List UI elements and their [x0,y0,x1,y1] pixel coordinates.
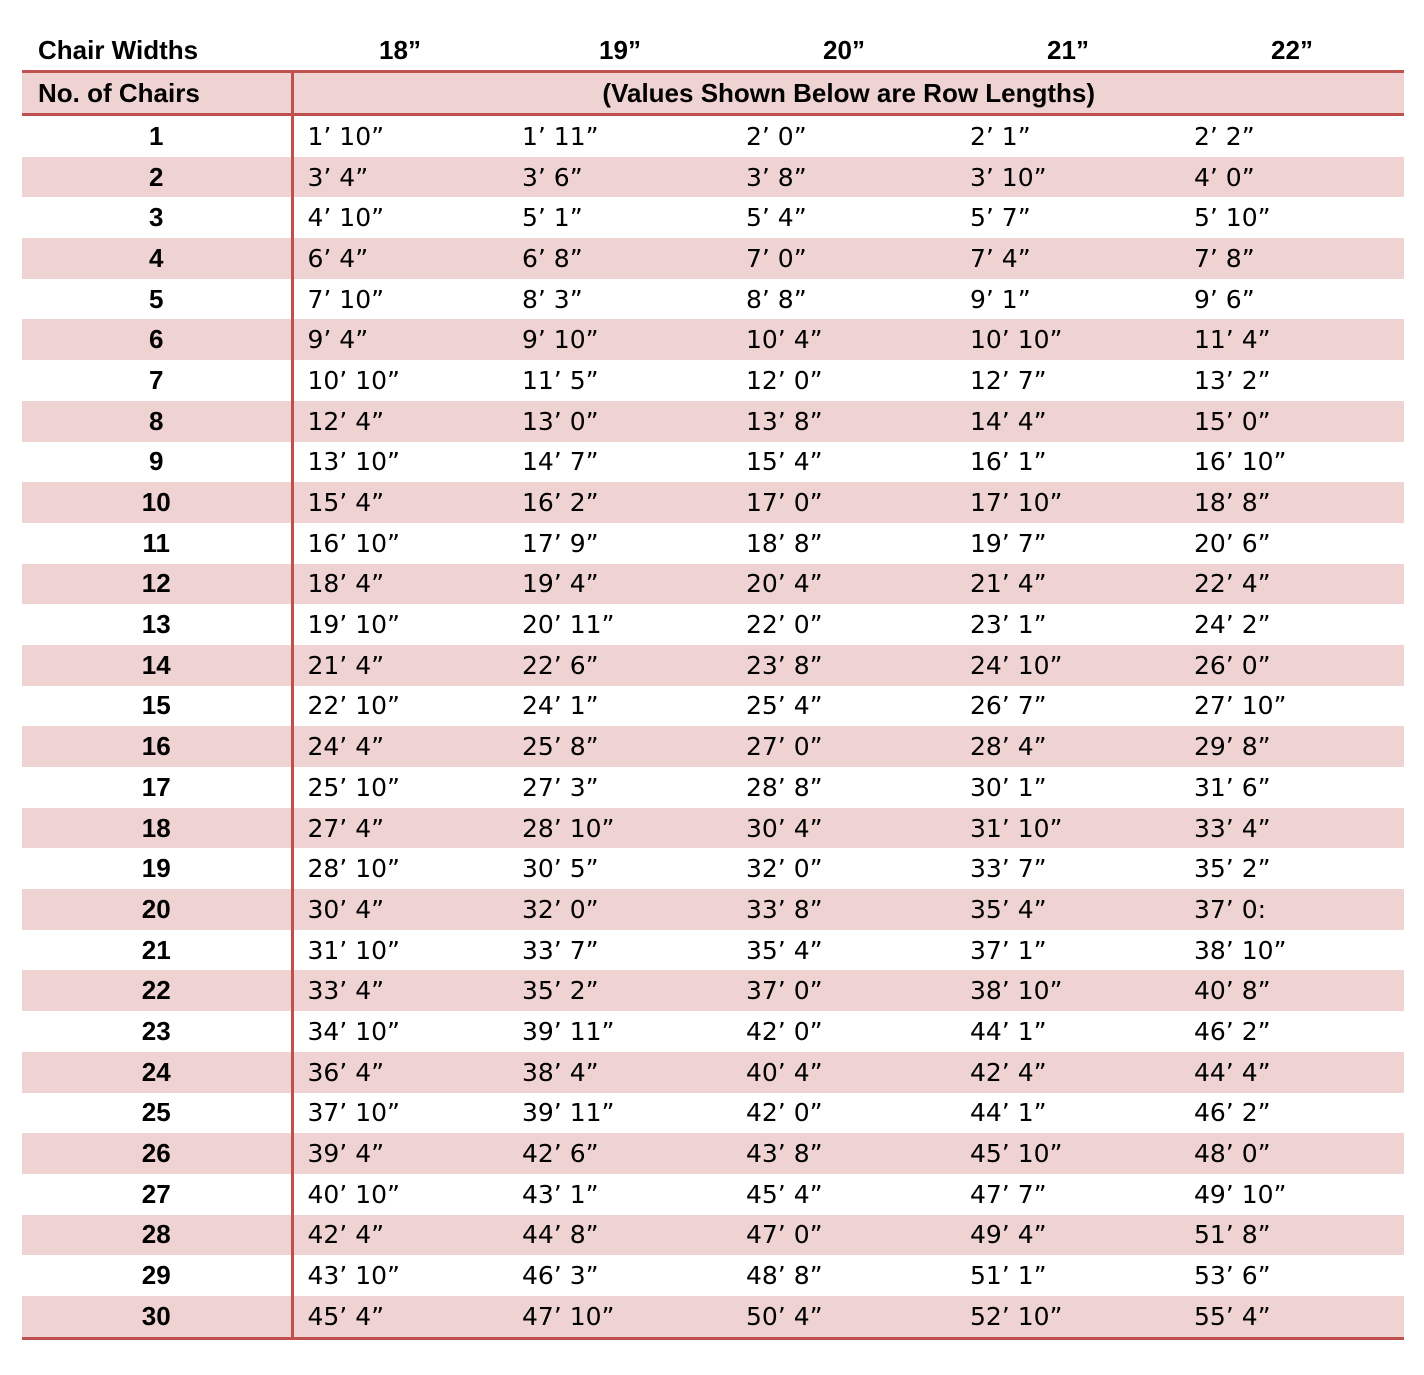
row-length-table-container [22,30,1396,1340]
row-length-cell: 15’ 4” [292,482,508,523]
width-header: 19” [508,30,732,72]
row-length-cell: 3’ 4” [292,157,508,198]
row-length-cell: 46’ 3” [522,1261,599,1291]
row-length-cell: 37’ 0: [1180,889,1404,930]
row-length-cell: 33’ 7” [970,854,1047,884]
table-row [22,360,1404,401]
row-length-cell: 8’ 3” [522,284,583,314]
row-length-cell: 47’ 0” [732,1215,956,1256]
row-length-cell: 38’ 4” [508,1052,732,1093]
row-length-cell: 23’ 1” [970,610,1047,640]
row-length-cell: 12’ 4” [292,401,508,442]
row-length-cell: 48’ 8” [746,1261,823,1291]
row-length-cell: 7’ 0” [732,238,956,279]
table-row [22,1296,1404,1338]
row-length-cell: 27’ 3” [522,772,599,802]
no-of-chairs-header-row [22,72,1404,115]
row-length-cell: 25’ 10” [307,772,400,802]
chair-count-cell: 20 [22,889,292,930]
row-length-cell: 42’ 0” [746,1098,823,1128]
row-length-cell: 21’ 4” [956,564,1180,605]
row-length-cell: 33’ 8” [732,889,956,930]
row-length-cell: 42’ 6” [508,1133,732,1174]
chair-count-cell: 12 [22,564,292,605]
chair-count-cell: 9 [22,442,292,483]
chair-count-cell: 2 [22,157,292,198]
row-length-cell: 2’ 2” [1194,121,1255,151]
table-row [22,645,1404,686]
row-length-cell: 2’ 1” [970,121,1031,151]
row-length-cell: 33’ 7” [522,935,599,965]
row-length-cell: 5’ 4” [746,203,807,233]
row-length-cell: 6’ 8” [508,238,732,279]
row-length-cell: 42’ 0” [746,1016,823,1046]
row-length-cell: 55’ 4” [1180,1296,1404,1338]
row-length-cell: 17’ 10” [956,482,1180,523]
chair-count-cell: 30 [22,1296,292,1338]
row-length-cell: 30’ 4” [292,889,508,930]
row-length-cell: 29’ 8” [1180,726,1404,767]
row-length-cell: 24’ 10” [956,645,1180,686]
row-length-cell: 44’ 1” [970,1016,1047,1046]
row-length-cell: 12’ 7” [970,365,1047,395]
row-length-cell: 38’ 10” [1194,935,1287,965]
row-length-cell: 31’ 6” [1194,772,1271,802]
row-length-cell: 25’ 8” [508,726,732,767]
row-length-cell: 20’ 6” [1194,528,1271,558]
table-row [22,197,1404,238]
table-row [22,401,1404,442]
row-length-cell: 30’ 1” [970,772,1047,802]
table-row [22,523,1404,564]
row-length-cell: 40’ 8” [1180,970,1404,1011]
row-length-cell: 31’ 10” [307,935,400,965]
table-row [22,1215,1404,1256]
row-length-cell: 20’ 11” [522,610,615,640]
row-length-cell: 27’ 10” [1194,691,1287,721]
row-length-cell: 8’ 8” [746,284,807,314]
chair-count-cell: 19 [22,848,292,889]
row-length-cell: 37’ 1” [970,935,1047,965]
row-length-cell: 6’ 4” [292,238,508,279]
chair-count-cell: 21 [22,930,292,971]
table-row [22,1255,1404,1296]
table-row [22,1011,1404,1052]
table-row [22,970,1404,1011]
width-header: 22” [1180,30,1404,72]
row-length-cell: 34’ 10” [307,1016,400,1046]
chair-count-cell: 15 [22,686,292,727]
row-length-cell: 9’ 10” [508,319,732,360]
chair-count-cell: 6 [22,319,292,360]
table-row [22,726,1404,767]
row-length-cell: 47’ 10” [508,1296,732,1338]
row-length-cell: 4’ 0” [1180,157,1404,198]
table-row [22,808,1404,849]
chair-count-cell: 5 [22,279,292,320]
row-length-cell: 9’ 4” [292,319,508,360]
row-length-cell: 11’ 5” [522,365,599,395]
row-length-cell: 15’ 4” [746,447,823,477]
table-row [22,115,1404,157]
row-length-cell: 51’ 8” [1180,1215,1404,1256]
width-header: 21” [956,30,1180,72]
row-length-cell: 35’ 2” [508,970,732,1011]
row-length-cell: 49’ 4” [956,1215,1180,1256]
table-row [22,157,1404,198]
chair-count-cell: 13 [22,604,292,645]
row-length-cell: 19’ 7” [970,528,1047,558]
row-length-cell: 39’ 4” [292,1133,508,1174]
row-length-cell: 22’ 6” [508,645,732,686]
row-length-cell: 45’ 4” [746,1179,823,1209]
row-length-cell: 32’ 0” [746,854,823,884]
row-length-cell: 3’ 8” [732,157,956,198]
chair-count-cell: 4 [22,238,292,279]
row-length-cell: 46’ 2” [1194,1098,1271,1128]
row-length-cell: 44’ 1” [970,1098,1047,1128]
chair-count-cell: 14 [22,645,292,686]
row-length-cell: 28’ 10” [307,854,400,884]
row-length-table [22,30,1404,1340]
row-length-cell: 52’ 10” [956,1296,1180,1338]
no-of-chairs-label: No. of Chairs [22,72,292,115]
row-length-cell: 28’ 10” [508,808,732,849]
chair-count-cell: 10 [22,482,292,523]
row-length-cell: 35’ 2” [1194,854,1271,884]
row-length-cell: 7’ 10” [307,284,385,314]
row-length-cell: 35’ 4” [956,889,1180,930]
row-length-cell: 39’ 11” [522,1016,615,1046]
row-length-cell: 2’ 0” [746,121,807,151]
table-row [22,848,1404,889]
row-length-cell: 5’ 1” [522,203,583,233]
row-length-cell: 19’ 10” [307,610,400,640]
row-length-cell: 43’ 8” [732,1133,956,1174]
row-length-cell: 40’ 10” [307,1179,400,1209]
row-length-cell: 28’ 8” [746,772,823,802]
row-length-cell: 16’ 10” [1194,447,1287,477]
row-length-cell: 24’ 4” [292,726,508,767]
table-row [22,604,1404,645]
row-length-cell: 40’ 4” [732,1052,956,1093]
chair-widths-header-row [22,30,1404,72]
table-row [22,767,1404,808]
chair-count-cell: 22 [22,970,292,1011]
row-length-cell: 13’ 0” [508,401,732,442]
row-length-cell: 45’ 4” [292,1296,508,1338]
chair-count-cell: 8 [22,401,292,442]
chair-count-cell: 3 [22,197,292,238]
row-length-cell: 27’ 0” [732,726,956,767]
row-length-cell: 26’ 0” [1180,645,1404,686]
row-length-cell: 19’ 4” [508,564,732,605]
table-row [22,930,1404,971]
row-length-cell: 7’ 8” [1180,238,1404,279]
row-length-cell: 22’ 10” [307,691,400,721]
table-row [22,1093,1404,1134]
row-length-cell: 30’ 4” [732,808,956,849]
row-length-cell: 16’ 1” [970,447,1047,477]
row-length-cell: 30’ 5” [522,854,599,884]
row-length-cell: 48’ 0” [1180,1133,1404,1174]
row-length-cell: 11’ 4” [1180,319,1404,360]
width-header: 20” [732,30,956,72]
table-row [22,1174,1404,1215]
row-length-cell: 3’ 6” [508,157,732,198]
row-length-cell: 14’ 4” [956,401,1180,442]
chair-count-cell: 24 [22,1052,292,1093]
row-length-cell: 38’ 10” [956,970,1180,1011]
row-length-cell: 22’ 0” [746,610,823,640]
table-row [22,686,1404,727]
row-length-cell: 31’ 10” [956,808,1180,849]
chair-count-cell: 23 [22,1011,292,1052]
table-row [22,1052,1404,1093]
row-length-cell: 10’ 10” [307,365,400,395]
row-length-cell: 50’ 4” [732,1296,956,1338]
row-length-cell: 3’ 10” [956,157,1180,198]
row-length-cell: 42’ 4” [292,1215,508,1256]
row-length-cell: 37’ 10” [307,1098,400,1128]
row-length-cell: 43’ 10” [307,1261,400,1291]
row-length-cell: 22’ 4” [1180,564,1404,605]
table-row [22,1133,1404,1174]
chair-count-cell: 28 [22,1215,292,1256]
row-length-cell: 17’ 0” [732,482,956,523]
width-header: 18” [292,30,508,72]
row-length-cell: 5’ 10” [1194,203,1271,233]
row-length-cell: 16’ 10” [307,528,400,558]
row-length-cell: 13’ 10” [307,447,400,477]
row-length-cell: 45’ 10” [956,1133,1180,1174]
row-length-cell: 14’ 7” [522,447,599,477]
row-length-cell: 46’ 2” [1194,1016,1271,1046]
row-length-cell: 15’ 0” [1180,401,1404,442]
row-length-cell: 12’ 0” [746,365,823,395]
chair-count-cell: 25 [22,1093,292,1134]
row-length-cell: 9’ 6” [1194,284,1255,314]
row-length-cell: 51’ 1” [970,1261,1047,1291]
row-length-cell: 42’ 4” [956,1052,1180,1093]
table-row [22,482,1404,523]
row-length-cell: 24’ 2” [1194,610,1271,640]
row-length-cell: 13’ 8” [732,401,956,442]
chair-count-cell: 29 [22,1255,292,1296]
row-length-cell: 24’ 1” [522,691,599,721]
row-length-cell: 32’ 0” [508,889,732,930]
table-body [22,115,1404,1339]
row-lengths-note: (Values Shown Below are Row Lengths) [292,72,1404,115]
row-length-cell: 33’ 4” [1180,808,1404,849]
row-length-cell: 27’ 4” [292,808,508,849]
chair-count-cell: 27 [22,1174,292,1215]
row-length-cell: 53’ 6” [1194,1261,1271,1291]
row-length-cell: 17’ 9” [522,528,599,558]
row-length-cell: 16’ 2” [508,482,732,523]
table-row [22,442,1404,483]
row-length-cell: 21’ 4” [292,645,508,686]
chair-count-cell: 17 [22,767,292,808]
row-length-cell: 37’ 0” [732,970,956,1011]
chair-count-cell: 11 [22,523,292,564]
row-length-cell: 4’ 10” [307,203,385,233]
table-row [22,564,1404,605]
table-row [22,279,1404,320]
row-length-cell: 23’ 8” [732,645,956,686]
chair-widths-label: Chair Widths [22,30,292,72]
row-length-cell: 39’ 11” [522,1098,615,1128]
row-length-cell: 35’ 4” [746,935,823,965]
row-length-cell: 36’ 4” [292,1052,508,1093]
chair-count-cell: 7 [22,360,292,401]
row-length-cell: 7’ 4” [956,238,1180,279]
row-length-cell: 1’ 11” [522,121,599,151]
row-length-cell: 18’ 4” [292,564,508,605]
row-length-cell: 10’ 10” [956,319,1180,360]
chair-count-cell: 18 [22,808,292,849]
row-length-cell: 44’ 4” [1180,1052,1404,1093]
row-length-cell: 18’ 8” [1180,482,1404,523]
row-length-cell: 25’ 4” [746,691,823,721]
chair-count-cell: 16 [22,726,292,767]
chair-count-cell: 26 [22,1133,292,1174]
row-length-cell: 44’ 8” [508,1215,732,1256]
row-length-cell: 26’ 7” [970,691,1047,721]
table-row [22,238,1404,279]
row-length-cell: 13’ 2” [1194,365,1271,395]
row-length-cell: 43’ 1” [522,1179,599,1209]
row-length-cell: 33’ 4” [292,970,508,1011]
table-row [22,319,1404,360]
table-row [22,889,1404,930]
row-length-cell: 10’ 4” [732,319,956,360]
row-length-cell: 1’ 10” [307,121,385,151]
row-length-cell: 5’ 7” [970,203,1031,233]
row-length-cell: 9’ 1” [970,284,1031,314]
row-length-cell: 47’ 7” [970,1179,1047,1209]
row-length-cell: 18’ 8” [746,528,823,558]
row-length-cell: 49’ 10” [1194,1179,1287,1209]
row-length-cell: 28’ 4” [956,726,1180,767]
chair-count-cell: 1 [22,115,292,157]
row-length-cell: 20’ 4” [732,564,956,605]
